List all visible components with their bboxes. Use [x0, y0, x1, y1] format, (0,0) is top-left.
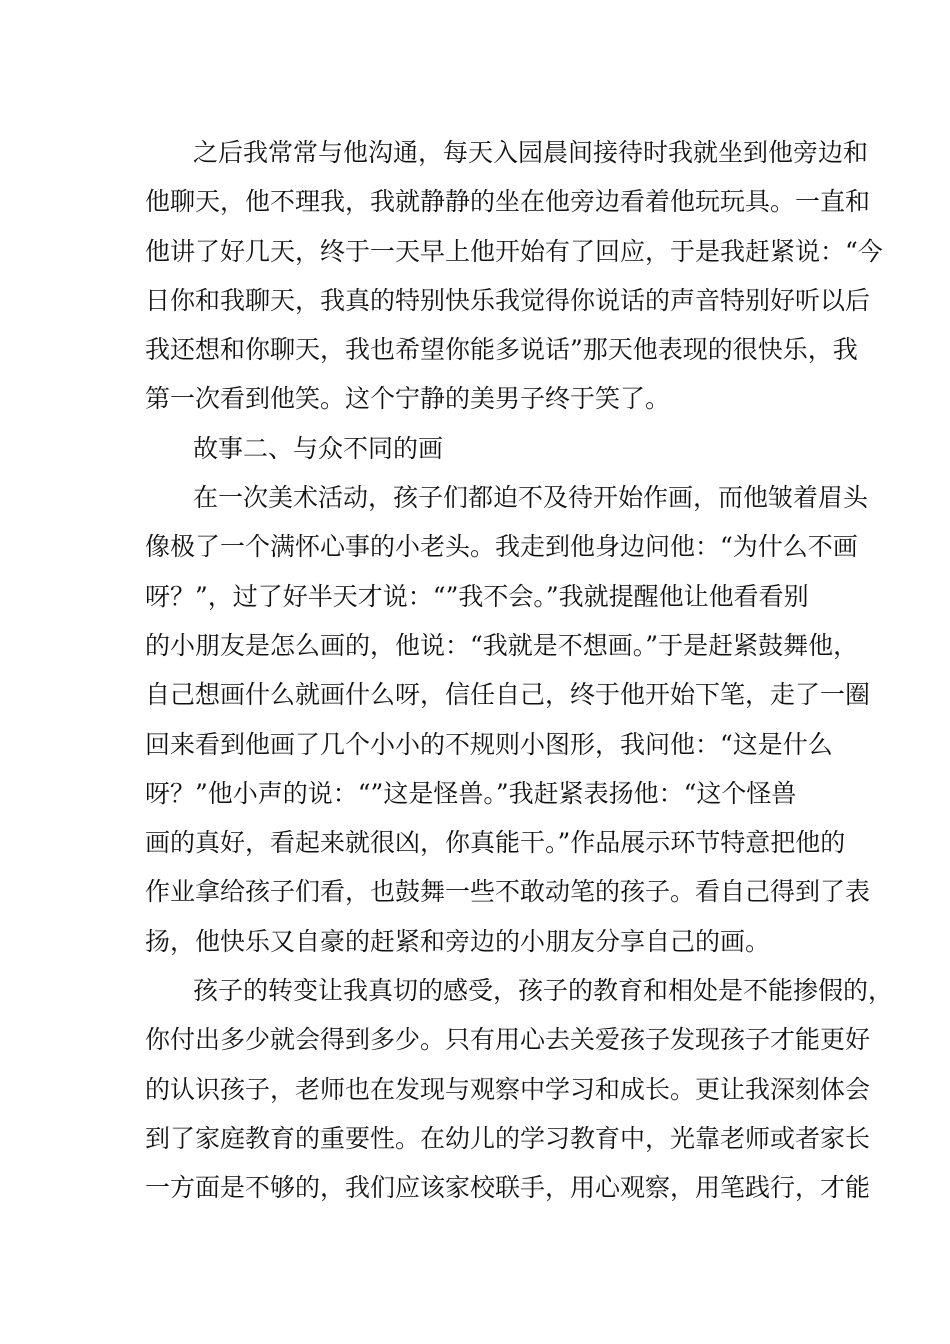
paragraph-line: 像极了一个满怀心事的小老头。我走到他身边问他：“为什么不画 [145, 532, 858, 562]
paragraph-line: 的认识孩子，老师也在发现与观察中学习和成长。更让我深刻体会 [145, 1074, 871, 1104]
paragraph-line: 在一次美术活动，孩子们都迫不及待开始作画，而他皱着眉头 [193, 483, 869, 513]
paragraph-line: 的小朋友是怎么画的，他说：“我就是不想画。”于是赶紧鼓舞他， [145, 630, 859, 660]
paragraph-line: 自己想画什么就画什么呀，信任自己，终于他开始下笔，走了一圈 [145, 680, 871, 710]
paragraph-line: 之后我常常与他沟通，每天入园晨间接待时我就坐到他旁边和 [193, 138, 869, 167]
paragraph-line: 他讲了好几天，终于一天早上他开始有了回应，于是我赶紧说：“今 [145, 236, 883, 266]
paragraph-line: 他聊天，他不理我，我就静静的坐在他旁边看着他玩玩具。一直和 [145, 187, 871, 217]
section-heading: 故事二、与众不同的画 [193, 433, 444, 463]
paragraph-line: 扬，他快乐又自豪的赶紧和旁边的小朋友分享自己的画。 [145, 926, 771, 956]
paragraph-line: 你付出多少就会得到多少。只有用心去关爱孩子发现孩子才能更好 [145, 1025, 871, 1055]
paragraph-line: 一方面是不够的，我们应该家校联手，用心观察，用笔践行，才能 [145, 1173, 871, 1203]
paragraph-line: 呀？”他小声的说：“”这是怪兽。”我赶紧表扬他：“这个怪兽 [145, 778, 797, 808]
body-text [145, 128, 894, 1213]
paragraph-line: 孩子的转变让我真切的感受，孩子的教育和相处是不能掺假的， [193, 976, 894, 1006]
paragraph-line: 日你和我聊天，我真的特别快乐我觉得你说话的声音特别好听以后 [145, 285, 871, 315]
paragraph-line: 第一次看到他笑。这个宁静的美男子终于笑了。 [145, 384, 671, 414]
paragraph-line: 呀？”，过了好半天才说：“”我不会。”我就提醒他让他看看别 [145, 581, 809, 611]
paragraph-line: 回来看到他画了几个小小的不规则小图形，我问他：“这是什么 [145, 729, 833, 759]
paragraph-line: 作业拿给孩子们看，也鼓舞一些不敢动笔的孩子。看自己得到了表 [145, 877, 871, 907]
paragraph-line: 到了家庭教育的重要性。在幼儿的学习教育中，光靠老师或者家长 [145, 1123, 871, 1153]
paragraph-line: 画的真好，看起来就很凶，你真能干。”作品展示环节特意把他的 [145, 828, 846, 858]
paragraph-line: 我还想和你聊天，我也希望你能多说话”那天他表现的很快乐，我 [145, 335, 858, 365]
